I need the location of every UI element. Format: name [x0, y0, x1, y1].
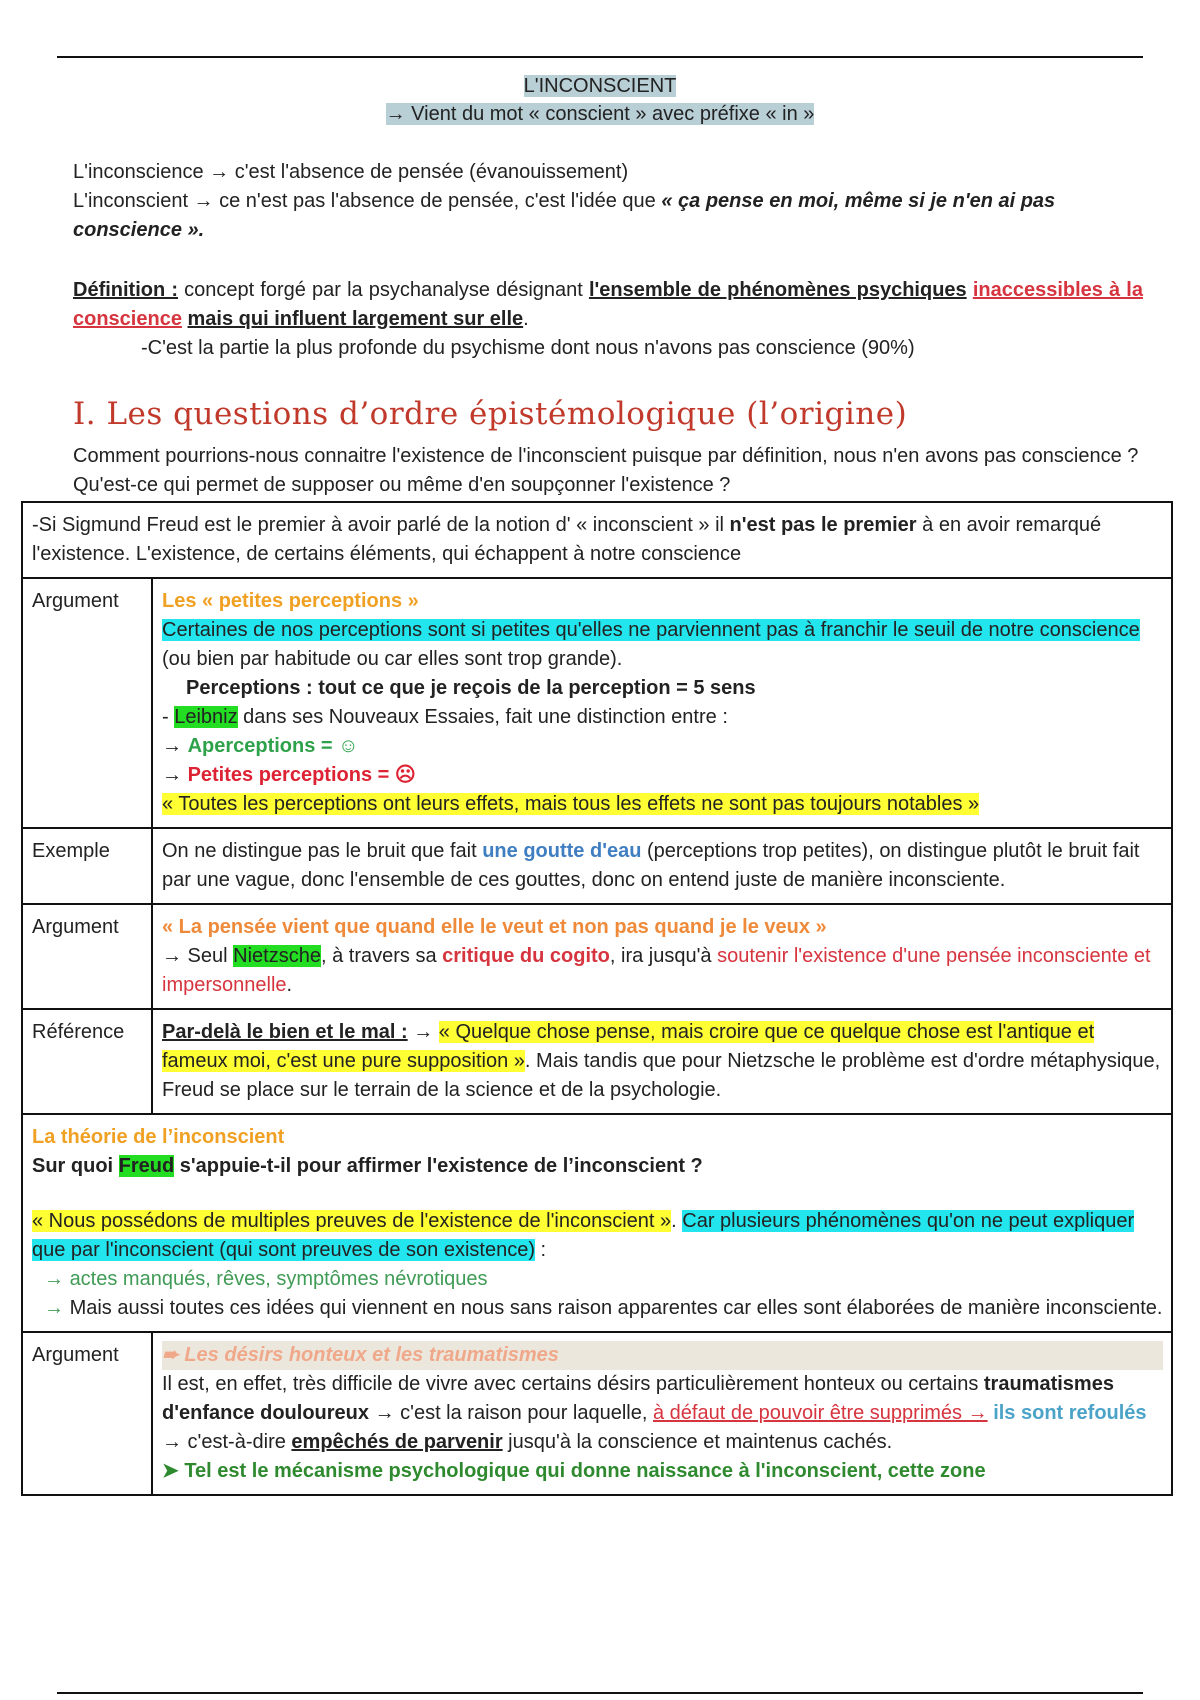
document-header	[0, 72, 1200, 128]
arrow-icon: →	[44, 1268, 70, 1290]
section-heading: I. Les questions d’ordre épistémologique (l’origine)	[73, 396, 908, 432]
table-row	[22, 578, 1172, 828]
row-label: Référence	[22, 1009, 152, 1114]
intro-line-1: L'inconscience → c'est l'absence de pensée (évanouissement)	[73, 161, 629, 183]
arrow-icon: →	[162, 764, 188, 786]
row-content: Par-delà le bien et le mal : → « Quelque chose pense, mais croire que ce quelque chose est l'antique et fameux moi, c'est une pure supposition ». Mais tandis que pour Nietzsche le problème est d'ordre métaphysique, Freud se place sur le terrain de la science et de la psychologie.	[152, 1009, 1172, 1114]
row-label: Argument	[22, 1332, 152, 1495]
definition-note: -C'est la partie la plus profonde du psychisme dont nous n'avons pas conscience (90%)	[141, 337, 915, 359]
definition-block: Définition : concept forgé par la psychanalyse désignant l'ensemble de phénomènes psychiques inaccessibles à la conscience mais qui influent largement sur elle. -C'est la partie la plus profonde du psychisme dont nous n'avons pas conscience (90%)	[73, 276, 1143, 363]
table-row	[22, 1332, 1172, 1495]
row-label: Argument	[22, 904, 152, 1009]
row-label: Argument	[22, 578, 152, 828]
table-row	[22, 1009, 1172, 1114]
definition-label: Définition :	[73, 279, 178, 301]
row-content: « La pensée vient que quand elle le veut et non pas quand je le veux » → Seul Nietzsche, à travers sa critique du cogito, ira jusqu'à soutenir l'existence d'une pensée inconsciente et impersonnelle.	[152, 904, 1172, 1009]
table-intro: -Si Sigmund Freud est le premier à avoir parlé de la notion d' « inconscient » il n'est pas le premier à en avoir remarqué l'existence. L'existence, de certains éléments, qui échappent à notre conscience	[22, 502, 1172, 578]
page-subtitle: → Vient du mot « conscient » avec préfixe « in »	[385, 103, 815, 125]
arrow-icon: →	[44, 1297, 70, 1319]
section-question: Comment pourrions-nous connaitre l'existence de l'inconscient puisque par définition, nous n'en avons pas conscience ? Qu'est-ce qui permet de supposer ou même d'en soupçonner l'existence ?	[73, 445, 1139, 496]
arrow-icon: →	[162, 735, 188, 757]
top-rule	[57, 56, 1143, 58]
bullet-icon: ➤	[162, 1460, 185, 1482]
bottom-rule	[57, 1692, 1143, 1694]
dash-bullet-icon: ➨	[162, 1344, 185, 1366]
row-content: ➨ Les désirs honteux et les traumatismes Il est, en effet, très difficile de vivre avec certains désirs particulièrement honteux ou certains traumatismes d'enfance douloureux → c'est la raison pour laquelle, à défaut de pouvoir être supprimés → ils sont refoulés → c'est-à-dire empêchés de parvenir jusqu'à la conscience et maintenus cachés. ➤ Tel est le mécanisme psychologique qui donne naissance à l'inconscient, cette zone	[152, 1332, 1172, 1495]
intro-block	[73, 158, 1143, 245]
row-label: Exemple	[22, 828, 152, 904]
theory-block: La théorie de l’inconscient Sur quoi Freud s'appuie-t-il pour affirmer l'existence de l’inconscient ? « Nous possédons de multiples preuves de l'existence de l'inconscient ». Car plusieurs phénomènes qu'on ne peut expliquer que par l'inconscient (qui sont preuves de son existence) : → actes manqués, rêves, symptômes névrotiques → Mais aussi toutes ces idées qui viennent en nous sans raison apparentes car elles sont élaborées de manière inconsciente.	[22, 1114, 1172, 1332]
notes-table	[21, 501, 1173, 1496]
intro-line-2: L'inconscient → ce n'est pas l'absence de pensée, c'est l'idée que « ça pense en moi, même si je n'en ai pas conscience ».	[73, 190, 1056, 241]
table-row	[22, 828, 1172, 904]
table-row	[22, 904, 1172, 1009]
page-title: L'INCONSCIENT	[523, 75, 677, 97]
row-content: Les « petites perceptions » Certaines de nos perceptions sont si petites qu'elles ne parviennent pas à franchir le seuil de notre conscience (ou bien par habitude ou car elles sont trop grande). Perceptions : tout ce que je reçois de la perception = 5 sens - Leibniz dans ses Nouveaux Essaies, fait une distinction entre : → Aperceptions = ☺ → Petites perceptions = ☹ « Toutes les perceptions ont leurs effets, mais tous les effets ne sont pas toujours notables »	[152, 578, 1172, 828]
row-content: On ne distingue pas le bruit que fait une goutte d'eau (perceptions trop petites), on distingue plutôt le bruit fait par une vague, donc l'ensemble de ces gouttes, donc on entend juste de manière inconsciente.	[152, 828, 1172, 904]
